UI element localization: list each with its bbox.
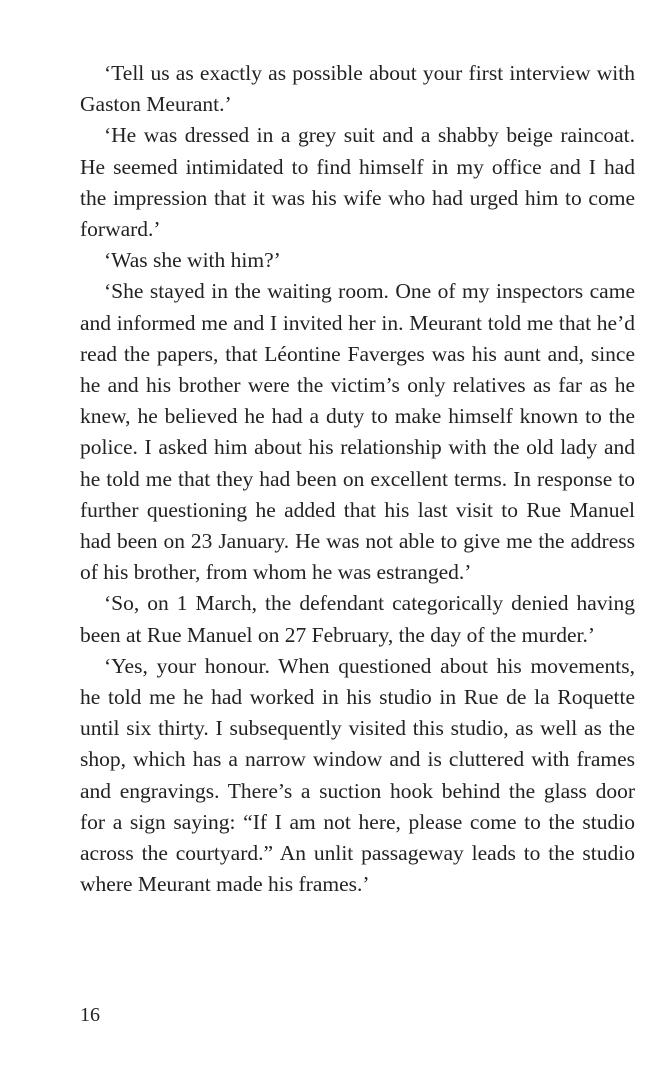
paragraph-1: ‘Tell us as exactly as possible about your first interview with Gaston Meurant.’ [80, 61, 635, 117]
paragraph-4: ‘She stayed in the waiting room. One of my inspectors came and informed me and I invited her in. Meurant told me that he’d read the papers, that Léontine Faverges was his aunt and, since he and his brother were the victim’s only relatives as far as he knew, he believed he had a duty to make himself known to the police. I asked him about his relationship with the old lady and he told me that they had been on excellent terms. In response to further questioning he added that his last visit to Rue Manuel had been on 23 January. He was not able to give me the address of his brother, from whom he was estranged.’ [80, 279, 635, 585]
paragraph-5: ‘So, on 1 March, the defendant categorically denied having been at Rue Manuel on 27 February, the day of the murder.’ [80, 591, 635, 647]
paragraph-3: ‘Was she with him?’ [104, 248, 281, 273]
body-text [80, 58, 635, 900]
paragraph-2: ‘He was dressed in a grey suit and a shabby beige raincoat. He seemed intimidated to find himself in my office and I had the impression that it was his wife who had urged him to come forward.’ [80, 123, 635, 242]
page-number: 16 [80, 1004, 100, 1026]
paragraph-6: ‘Yes, your honour. When questioned about his movements, he told me he had worked in his studio in Rue de la Roquette until six thirty. I subsequently visited this studio, as well as the shop, which has a narrow window and is cluttered with frames and engravings. There’s a suction hook behind the glass door for a sign saying: “If I am not here, please come to the studio across the courtyard.” An unlit passageway leads to the studio where Meurant made his frames.’ [80, 653, 635, 897]
